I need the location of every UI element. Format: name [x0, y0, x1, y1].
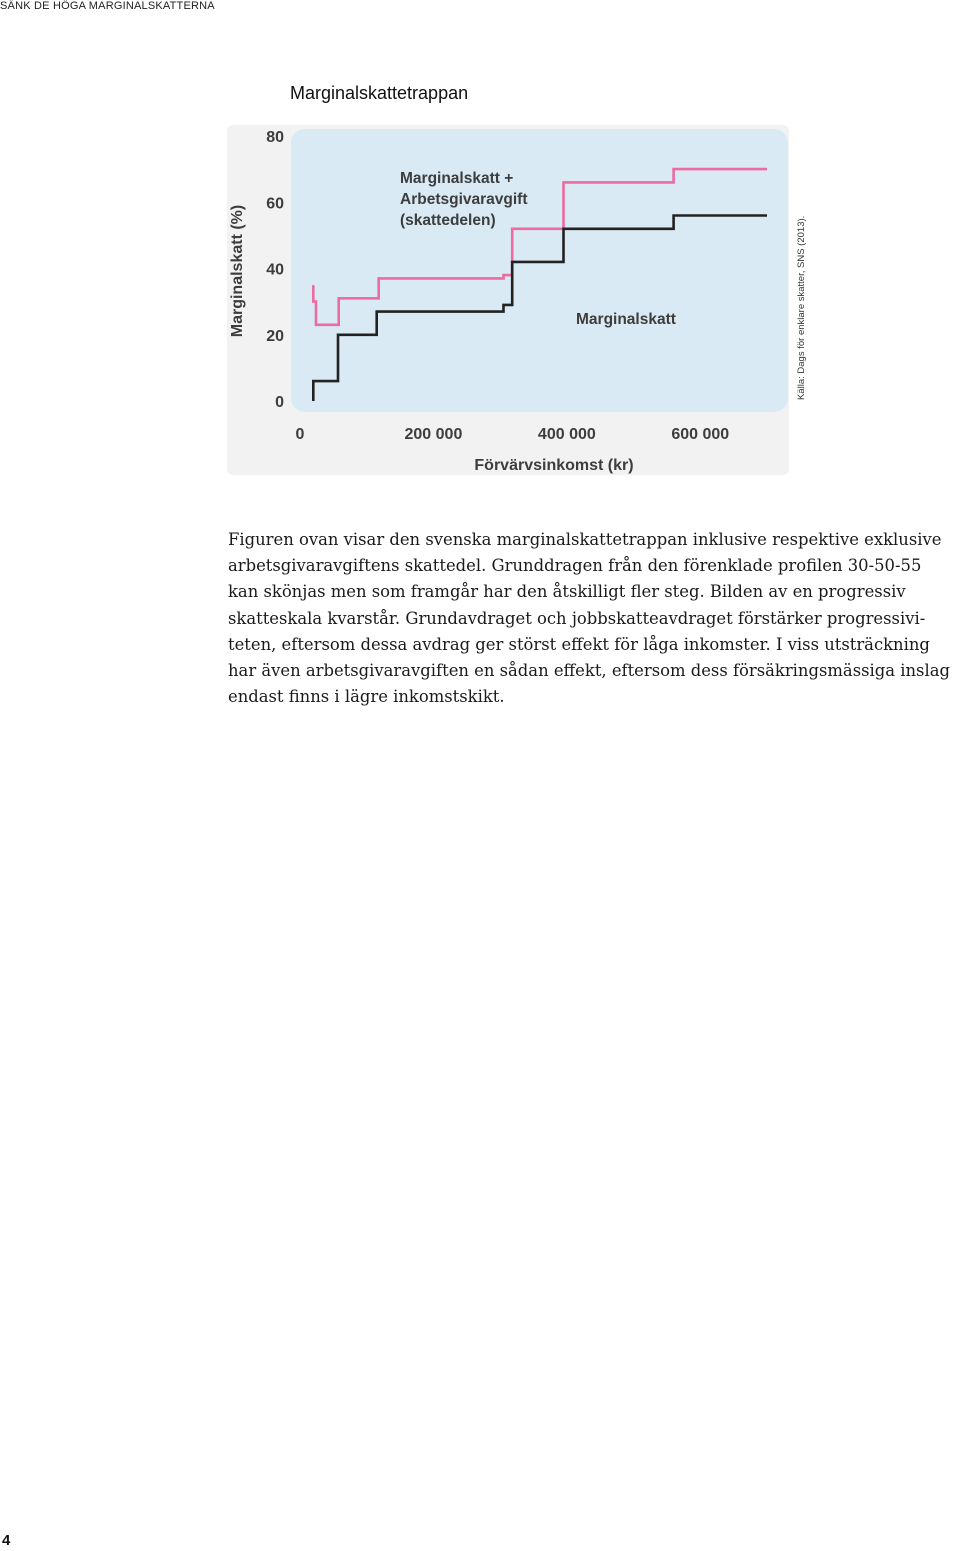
y-axis-label: Marginalskatt (%) — [229, 204, 246, 338]
y-tick-label: 20 — [266, 327, 284, 345]
source-note: Källa: Dags för enklare skatter, SNS (2013). — [796, 215, 807, 400]
figure-title: Marginalskattetrappan — [290, 83, 469, 103]
x-axis-label: Förvärvsinkomst (kr) — [474, 457, 634, 474]
x-tick-label: 600 000 — [671, 426, 730, 443]
x-tick-label: 200 000 — [404, 426, 463, 443]
page-number: 4 — [2, 1532, 11, 1549]
series-label-dark: Marginalskatt — [576, 311, 676, 328]
running-header: SÄNK DE HÖGA MARGINALSKATTERNA — [0, 0, 215, 12]
plot-area — [291, 129, 788, 412]
body-paragraph: Figuren ovan visar den svenska marginalskattetrappan inklusive respektive exklusive arbetsgivaravgiftens skattedel. Grunddragen från den förenklade profilen 30-50-55 kan skönjas men som framgår har den åtskilligt fler steg. Bilden av en progressiv skatteskala kvarstår. Grundavdraget och jobbskatteavdraget förstärker progressivi- teten, eftersom dessa avdrag ger störst effekt för låga inkomster. I viss utsträckning har även arbetsgivaravgiften en sådan effekt, eftersom dess försäkringsmässiga inslag endast finns i lägre inkomstskikt. — [228, 530, 950, 707]
x-tick-label: 0 — [295, 426, 305, 443]
y-tick-label: 40 — [266, 261, 284, 279]
chart — [227, 125, 789, 475]
y-tick-label: 60 — [266, 195, 284, 213]
y-tick-label: 0 — [275, 394, 284, 411]
x-tick-label: 400 000 — [537, 426, 596, 443]
series-label-pink: Marginalskatt + Arbetsgivaravgift (skattedelen) — [400, 170, 528, 229]
y-tick-label: 80 — [266, 129, 284, 146]
